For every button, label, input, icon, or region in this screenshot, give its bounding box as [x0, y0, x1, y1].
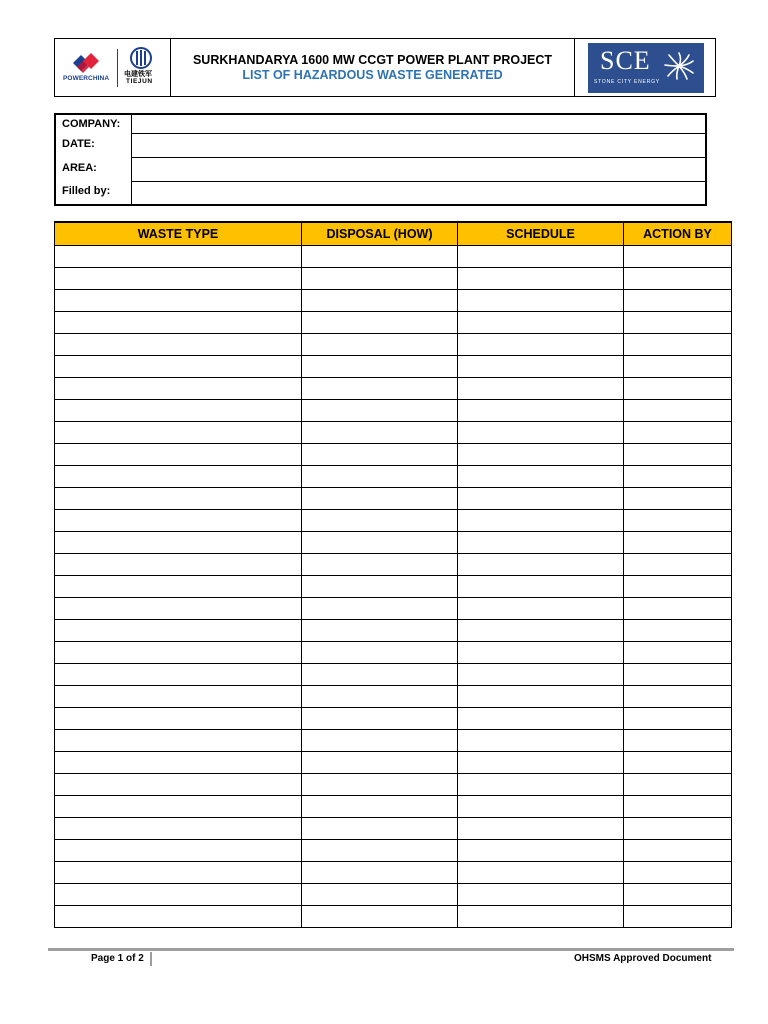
table-row: [55, 399, 732, 421]
table-cell[interactable]: [458, 751, 624, 773]
table-cell[interactable]: [458, 531, 624, 553]
table-cell[interactable]: [302, 443, 458, 465]
table-row: [55, 817, 732, 839]
table-cell[interactable]: [302, 817, 458, 839]
table-cell[interactable]: [458, 245, 624, 267]
table-cell[interactable]: [302, 905, 458, 927]
client-logo: [575, 39, 715, 96]
table-row: [55, 289, 732, 311]
info-divider: [131, 115, 132, 204]
header-titles: [171, 39, 575, 96]
table-row: [55, 311, 732, 333]
project-title: SURKHANDARYA 1600 MW CCGT POWER PLANT PROJECT: [192, 52, 553, 67]
form-info-box: [54, 113, 707, 206]
table-cell[interactable]: [302, 355, 458, 377]
table-cell[interactable]: [624, 817, 732, 839]
table-row: [55, 553, 732, 575]
table-cell[interactable]: [302, 839, 458, 861]
table-row: [55, 509, 732, 531]
table-row: [55, 685, 732, 707]
table-cell[interactable]: [624, 729, 732, 751]
table-cell[interactable]: [458, 311, 624, 333]
table-cell[interactable]: [55, 883, 302, 905]
table-row: [55, 531, 732, 553]
table-cell[interactable]: [302, 619, 458, 641]
table-cell[interactable]: [55, 245, 302, 267]
date-line: [131, 157, 705, 158]
filled-by-label: Filled by:: [62, 185, 111, 197]
table-cell[interactable]: [55, 795, 302, 817]
date-label: DATE:: [62, 138, 95, 150]
table-cell[interactable]: [458, 729, 624, 751]
table-cell[interactable]: [458, 443, 624, 465]
table-cell[interactable]: [624, 685, 732, 707]
area-label: AREA:: [62, 162, 97, 174]
powerchina-logo-icon: [67, 49, 112, 89]
table-cell[interactable]: [55, 861, 302, 883]
table-cell[interactable]: [624, 553, 732, 575]
table-cell[interactable]: [55, 597, 302, 619]
tiejun-english-text: TIEJUN: [126, 78, 153, 85]
table-cell[interactable]: [458, 355, 624, 377]
table-row: [55, 839, 732, 861]
table-cell[interactable]: [55, 531, 302, 553]
table-cell[interactable]: [55, 619, 302, 641]
table-cell[interactable]: [624, 905, 732, 927]
table-cell[interactable]: [458, 487, 624, 509]
table-cell[interactable]: [458, 553, 624, 575]
powerchina-logo-text: POWERCHINA: [63, 75, 110, 82]
table-cell[interactable]: [302, 267, 458, 289]
table-cell[interactable]: [624, 333, 732, 355]
table-cell[interactable]: [458, 465, 624, 487]
table-cell[interactable]: [55, 707, 302, 729]
table-cell[interactable]: [624, 509, 732, 531]
table-cell[interactable]: [55, 289, 302, 311]
table-row: [55, 707, 732, 729]
document-header: [54, 38, 716, 97]
table-cell[interactable]: [458, 795, 624, 817]
footer-separator: [150, 952, 152, 966]
table-cell[interactable]: [458, 839, 624, 861]
table-cell[interactable]: [302, 377, 458, 399]
table-cell[interactable]: [302, 531, 458, 553]
table-cell[interactable]: [624, 289, 732, 311]
table-cell[interactable]: [302, 641, 458, 663]
table-cell[interactable]: [624, 597, 732, 619]
table-cell[interactable]: [302, 289, 458, 311]
table-cell[interactable]: [624, 245, 732, 267]
table-cell[interactable]: [55, 685, 302, 707]
hazardous-waste-table: [54, 221, 732, 928]
table-cell[interactable]: [55, 905, 302, 927]
table-row: [55, 751, 732, 773]
table-row: [55, 333, 732, 355]
table-row: [55, 905, 732, 927]
company-label: COMPANY:: [62, 118, 121, 130]
table-cell[interactable]: [458, 707, 624, 729]
table-row: [55, 641, 732, 663]
table-cell[interactable]: [302, 685, 458, 707]
table-cell[interactable]: [624, 795, 732, 817]
table-cell[interactable]: [458, 685, 624, 707]
table-cell[interactable]: [624, 399, 732, 421]
table-cell[interactable]: [458, 905, 624, 927]
logo-divider: [117, 49, 118, 87]
table-cell[interactable]: [302, 509, 458, 531]
table-cell[interactable]: [458, 773, 624, 795]
table-row: [55, 377, 732, 399]
column-header-action-by: ACTION BY: [624, 222, 732, 245]
table-cell[interactable]: [55, 333, 302, 355]
table-row: [55, 663, 732, 685]
table-cell[interactable]: [458, 509, 624, 531]
table-cell[interactable]: [624, 531, 732, 553]
table-cell[interactable]: [302, 883, 458, 905]
table-cell[interactable]: [624, 355, 732, 377]
table-cell[interactable]: [624, 377, 732, 399]
table-cell[interactable]: [624, 883, 732, 905]
table-row: [55, 245, 732, 267]
table-cell[interactable]: [55, 377, 302, 399]
table-cell[interactable]: [55, 465, 302, 487]
table-cell[interactable]: [624, 641, 732, 663]
column-header-waste-type: WASTE TYPE: [55, 222, 302, 245]
table-cell[interactable]: [624, 751, 732, 773]
table-cell[interactable]: [624, 619, 732, 641]
table-cell[interactable]: [55, 443, 302, 465]
table-cell[interactable]: [55, 663, 302, 685]
approval-note: OHSMS Approved Document: [574, 953, 712, 964]
table-cell[interactable]: [624, 465, 732, 487]
company-line: [131, 133, 705, 134]
column-header-disposal: DISPOSAL (HOW): [302, 222, 458, 245]
table-row: [55, 355, 732, 377]
table-row: [55, 729, 732, 751]
sce-logo-text: SCE: [600, 46, 651, 75]
table-cell[interactable]: [55, 839, 302, 861]
partner-logos: [55, 39, 171, 96]
table-row: [55, 795, 732, 817]
table-row: [55, 861, 732, 883]
table-cell[interactable]: [302, 575, 458, 597]
sce-logo-subtext: STONE CITY ENERGY: [594, 79, 660, 85]
table-cell[interactable]: [55, 575, 302, 597]
table-cell[interactable]: [458, 597, 624, 619]
document-title: LIST OF HAZARDOUS WASTE GENERATED: [242, 67, 503, 82]
page-number: Page 1 of 2: [91, 953, 144, 964]
table-cell[interactable]: [624, 707, 732, 729]
table-cell[interactable]: [458, 619, 624, 641]
table-cell[interactable]: [624, 773, 732, 795]
table-cell[interactable]: [302, 487, 458, 509]
column-header-schedule: SCHEDULE: [458, 222, 624, 245]
sce-logo: [588, 43, 704, 93]
table-cell[interactable]: [302, 597, 458, 619]
table-cell[interactable]: [55, 773, 302, 795]
table-body: [55, 245, 732, 927]
table-cell[interactable]: [302, 707, 458, 729]
table-cell[interactable]: [624, 861, 732, 883]
table-cell[interactable]: [302, 773, 458, 795]
table-row: [55, 773, 732, 795]
table-cell[interactable]: [302, 751, 458, 773]
table-row: [55, 575, 732, 597]
table-cell[interactable]: [458, 289, 624, 311]
table-cell[interactable]: [624, 839, 732, 861]
table-cell[interactable]: [458, 641, 624, 663]
table-cell[interactable]: [624, 421, 732, 443]
tiejun-chinese-text: 电建铁军: [124, 71, 152, 78]
table-cell[interactable]: [624, 267, 732, 289]
table-cell[interactable]: [55, 509, 302, 531]
table-cell[interactable]: [458, 267, 624, 289]
table-row: [55, 487, 732, 509]
table-row: [55, 597, 732, 619]
table-cell[interactable]: [302, 729, 458, 751]
table-cell[interactable]: [458, 421, 624, 443]
table-row: [55, 443, 732, 465]
table-cell[interactable]: [302, 663, 458, 685]
sunburst-icon: [662, 51, 696, 81]
table-cell[interactable]: [458, 817, 624, 839]
table-cell[interactable]: [458, 575, 624, 597]
table-cell[interactable]: [302, 245, 458, 267]
table-cell[interactable]: [55, 817, 302, 839]
table-cell[interactable]: [55, 487, 302, 509]
table-row: [55, 619, 732, 641]
table-row: [55, 465, 732, 487]
table-cell[interactable]: [624, 487, 732, 509]
area-line: [131, 181, 705, 182]
table-cell[interactable]: [55, 751, 302, 773]
table-cell[interactable]: [302, 795, 458, 817]
table-cell[interactable]: [624, 575, 732, 597]
table-row: [55, 883, 732, 905]
table-cell[interactable]: [458, 399, 624, 421]
table-cell[interactable]: [302, 399, 458, 421]
table-cell[interactable]: [624, 311, 732, 333]
table-cell[interactable]: [458, 333, 624, 355]
table-cell[interactable]: [55, 421, 302, 443]
table-cell[interactable]: [55, 311, 302, 333]
table-cell[interactable]: [302, 333, 458, 355]
table-cell[interactable]: [302, 861, 458, 883]
table-cell[interactable]: [624, 663, 732, 685]
table-cell[interactable]: [302, 311, 458, 333]
table-cell[interactable]: [458, 377, 624, 399]
table-cell[interactable]: [55, 399, 302, 421]
table-row: [55, 267, 732, 289]
table-cell[interactable]: [55, 553, 302, 575]
table-cell[interactable]: [55, 355, 302, 377]
table-row: [55, 421, 732, 443]
table-cell[interactable]: [302, 465, 458, 487]
table-header-row: [55, 222, 732, 245]
table-cell[interactable]: [458, 861, 624, 883]
table-cell[interactable]: [624, 443, 732, 465]
table-cell[interactable]: [458, 663, 624, 685]
table-cell[interactable]: [55, 267, 302, 289]
table-cell[interactable]: [55, 729, 302, 751]
table-cell[interactable]: [302, 553, 458, 575]
table-cell[interactable]: [302, 421, 458, 443]
table-cell[interactable]: [458, 883, 624, 905]
footer-divider: [48, 948, 734, 951]
table-cell[interactable]: [55, 641, 302, 663]
